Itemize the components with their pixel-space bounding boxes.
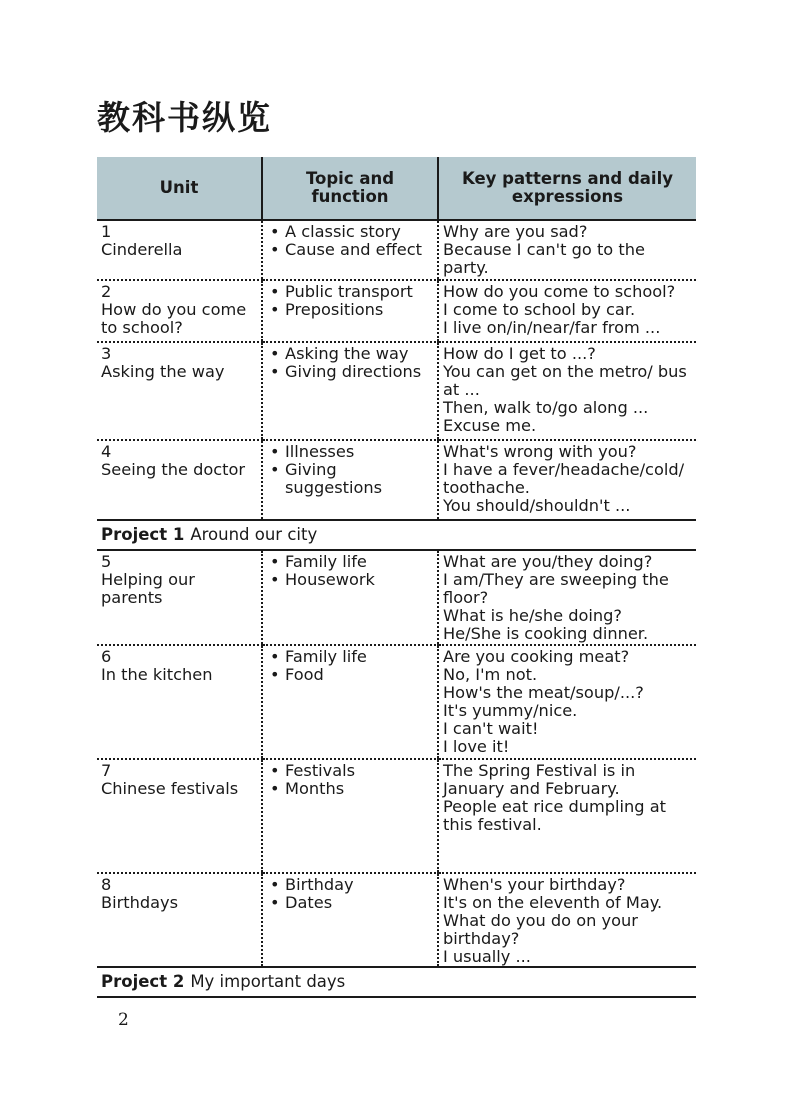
topic-list — [269, 553, 433, 589]
topic-cell — [262, 645, 438, 759]
expressions-cell — [438, 440, 696, 520]
expressions-cell — [438, 280, 696, 342]
textbook-overview-table — [97, 157, 696, 998]
unit-cell — [97, 645, 262, 759]
unit-name: Helping our parents — [101, 570, 195, 607]
unit-number: 6 — [101, 647, 112, 666]
topic-item: • Asking the way — [269, 345, 433, 363]
topic-item: • Family life — [269, 553, 433, 571]
expression-line: How's the meat/soup/...? — [443, 683, 644, 702]
topic-cell — [262, 550, 438, 645]
expression-line: I have a fever/headache/cold/ toothache. — [443, 460, 685, 497]
table-row — [97, 440, 696, 520]
expression-line: What is he/she doing? — [443, 606, 623, 625]
topic-item: • Illnesses — [269, 443, 433, 461]
unit-number: 2 — [101, 282, 112, 301]
expressions-cell — [438, 220, 696, 280]
expression-line: What do you do on your birthday? — [443, 911, 638, 948]
expression-line: How do you come to school? — [443, 282, 676, 301]
project-row — [97, 520, 696, 550]
expression-line: Because I can't go to the party. — [443, 240, 645, 277]
topic-list — [269, 762, 433, 798]
topic-item: • Festivals — [269, 762, 433, 780]
expressions-cell — [438, 550, 696, 645]
unit-name: Chinese festivals — [101, 779, 239, 798]
unit-cell — [97, 280, 262, 342]
expression-line: Why are you sad? — [443, 222, 588, 241]
page-number: 2 — [118, 1010, 129, 1030]
expression-line: People eat rice dumpling at this festival. — [443, 797, 666, 834]
unit-number: 5 — [101, 552, 112, 571]
header-key-patterns: Key patterns and daily expressions — [438, 157, 696, 220]
topic-item: • Food — [269, 666, 433, 684]
unit-number: 1 — [101, 222, 112, 241]
unit-cell — [97, 440, 262, 520]
project-cell — [97, 520, 696, 550]
topic-list — [269, 648, 433, 684]
unit-cell — [97, 873, 262, 967]
header-unit: Unit — [97, 157, 262, 220]
topic-list — [269, 223, 433, 259]
expression-line: I am/They are sweeping the floor? — [443, 570, 669, 607]
expression-line: It's on the eleventh of May. — [443, 893, 663, 912]
unit-name: How do you come to school? — [101, 300, 247, 337]
table-row — [97, 550, 696, 645]
unit-number: 4 — [101, 442, 112, 461]
expressions-cell — [438, 759, 696, 873]
topic-item: • Cause and effect — [269, 241, 433, 259]
table-row — [97, 645, 696, 759]
unit-name: In the kitchen — [101, 665, 213, 684]
topic-item: • Giving directions — [269, 363, 433, 381]
expression-line: I love it! — [443, 737, 510, 756]
topic-cell — [262, 759, 438, 873]
project-row — [97, 967, 696, 997]
unit-name: Cinderella — [101, 240, 183, 259]
expressions-cell — [438, 645, 696, 759]
project-label: Project 1 — [101, 525, 185, 544]
expression-line: What are you/they doing? — [443, 552, 653, 571]
table-row — [97, 873, 696, 967]
header-topic-and-function: Topic and function — [262, 157, 438, 220]
unit-number: 7 — [101, 761, 112, 780]
expression-line: I usually ... — [443, 947, 531, 966]
expression-line: I can't wait! — [443, 719, 539, 738]
topic-item: • Dates — [269, 894, 433, 912]
topic-item: • Public transport — [269, 283, 433, 301]
unit-cell — [97, 220, 262, 280]
topic-item: • Housework — [269, 571, 433, 589]
topic-list — [269, 345, 433, 381]
unit-number: 3 — [101, 344, 112, 363]
unit-cell — [97, 759, 262, 873]
topic-list — [269, 443, 433, 497]
expression-line: Are you cooking meat? — [443, 647, 630, 666]
expression-line: The Spring Festival is in January and February. — [443, 761, 636, 798]
topic-item: • A classic story — [269, 223, 433, 241]
expression-line: What's wrong with you? — [443, 442, 637, 461]
unit-name: Asking the way — [101, 362, 225, 381]
project-title: My important days — [190, 972, 346, 991]
table-header-row — [97, 157, 696, 220]
topic-cell — [262, 342, 438, 440]
unit-cell — [97, 342, 262, 440]
project-title: Around our city — [190, 525, 318, 544]
unit-cell — [97, 550, 262, 645]
topic-list — [269, 283, 433, 319]
expression-line: Excuse me. — [443, 416, 537, 435]
unit-name: Seeing the doctor — [101, 460, 246, 479]
table-row — [97, 342, 696, 440]
expression-line: How do I get to ...? — [443, 344, 596, 363]
topic-item: • Giving suggestions — [269, 461, 433, 497]
table-row — [97, 280, 696, 342]
topic-cell — [262, 440, 438, 520]
unit-number: 8 — [101, 875, 112, 894]
expression-line: I live on/in/near/far from ... — [443, 318, 661, 337]
topic-list — [269, 876, 433, 912]
expression-line: I come to school by car. — [443, 300, 636, 319]
table-row — [97, 220, 696, 280]
expressions-cell — [438, 342, 696, 440]
expression-line: Then, walk to/go along ... — [443, 398, 649, 417]
project-cell — [97, 967, 696, 997]
topic-item: • Birthday — [269, 876, 433, 894]
topic-cell — [262, 220, 438, 280]
topic-item: • Months — [269, 780, 433, 798]
topic-item: • Prepositions — [269, 301, 433, 319]
expression-line: He/She is cooking dinner. — [443, 624, 649, 643]
unit-name: Birthdays — [101, 893, 179, 912]
topic-item: • Family life — [269, 648, 433, 666]
expression-line: When's your birthday? — [443, 875, 626, 894]
project-label: Project 2 — [101, 972, 185, 991]
topic-cell — [262, 873, 438, 967]
table-row — [97, 759, 696, 873]
expression-line: No, I'm not. — [443, 665, 538, 684]
page-title: 教科书纵览 — [97, 98, 272, 137]
expression-line: You should/shouldn't ... — [443, 496, 631, 515]
expressions-cell — [438, 873, 696, 967]
topic-cell — [262, 280, 438, 342]
expression-line: You can get on the metro/ bus at ... — [443, 362, 687, 399]
expression-line: It's yummy/nice. — [443, 701, 578, 720]
